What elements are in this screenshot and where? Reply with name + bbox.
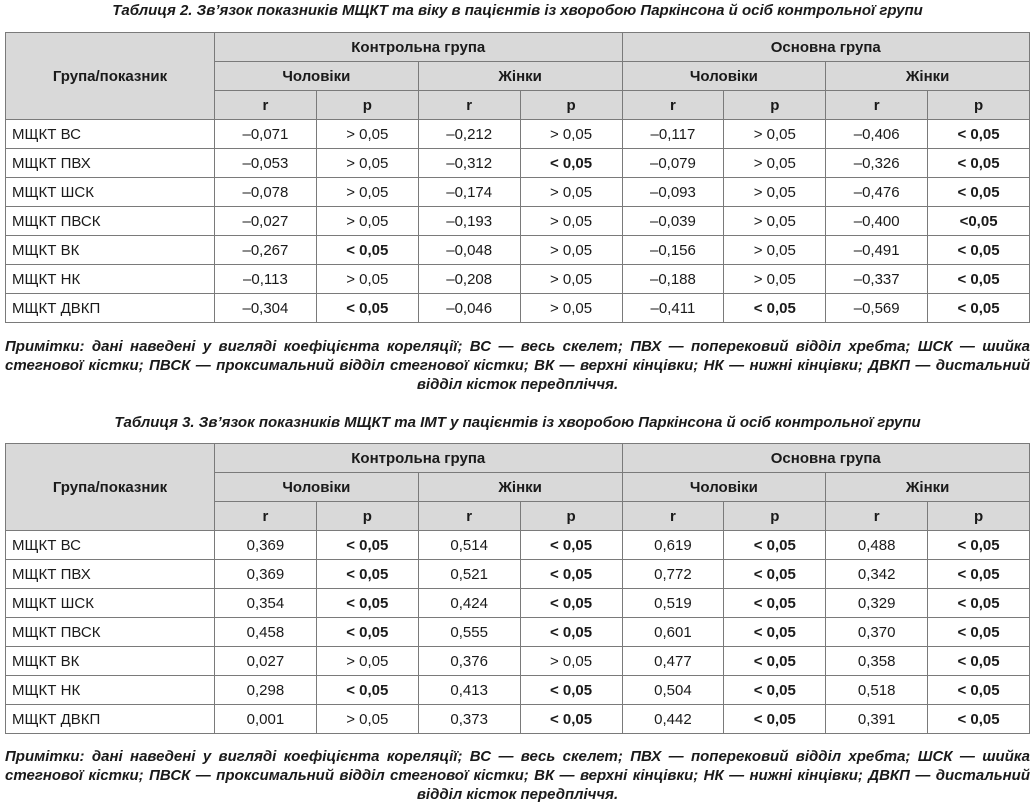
p-value-cell: < 0,05 [928, 560, 1030, 589]
r-value-cell: 0,619 [622, 531, 724, 560]
r-value-cell: –0,312 [418, 149, 520, 178]
p-value-cell: < 0,05 [928, 149, 1030, 178]
p-value-cell: > 0,05 [520, 178, 622, 207]
table3 [5, 443, 1030, 734]
table2-note: Примітки: дані наведені у вигляді коефіцієнта кореляції; ВС — весь скелет; ПВХ — поперековий відділ хребта; ШСК — шийка стегнової кістки; ПВСК — проксимальний відділ стегнової кістки; ВК — верхні кінцівки; НК — нижні кінцівки; ДВКП — дистальний відділ кісток передпліччя. [5, 338, 1030, 393]
row-label: МЩКТ ПВХ [6, 560, 215, 589]
table-row [6, 618, 1030, 647]
r-value-cell: –0,117 [622, 120, 724, 149]
r-value-cell: –0,406 [826, 120, 928, 149]
p-value-cell: < 0,05 [928, 589, 1030, 618]
p-value-cell: < 0,05 [316, 560, 418, 589]
r-value-cell: 0,369 [215, 560, 317, 589]
r-value-cell: –0,400 [826, 207, 928, 236]
table2-col-r: r [826, 91, 928, 120]
table3-control-women: Жінки [418, 473, 622, 502]
table2-col-r: r [622, 91, 724, 120]
p-value-cell: < 0,05 [724, 589, 826, 618]
r-value-cell: 0,504 [622, 676, 724, 705]
p-value-cell: < 0,05 [520, 676, 622, 705]
r-value-cell: –0,071 [215, 120, 317, 149]
r-value-cell: –0,113 [215, 265, 317, 294]
p-value-cell: > 0,05 [316, 265, 418, 294]
r-value-cell: –0,476 [826, 178, 928, 207]
row-label: МЩКТ ПВСК [6, 207, 215, 236]
table3-caption: Таблиця 3. Зв’язок показників МЩКТ та ІМТ у пацієнтів із хворобою Паркінсона й осіб контрольної групи [114, 414, 921, 431]
p-value-cell: < 0,05 [520, 618, 622, 647]
p-value-cell: < 0,05 [724, 676, 826, 705]
p-value-cell: < 0,05 [520, 560, 622, 589]
table-row [6, 294, 1030, 323]
p-value-cell: > 0,05 [724, 236, 826, 265]
p-value-cell: < 0,05 [724, 705, 826, 734]
p-value-cell: < 0,05 [928, 120, 1030, 149]
r-value-cell: –0,188 [622, 265, 724, 294]
p-value-cell: < 0,05 [520, 705, 622, 734]
table2-caption: Таблиця 2. Зв’язок показників МЩКТ та віку в пацієнтів із хворобою Паркінсона й осіб контрольної групи [112, 2, 923, 19]
p-value-cell: > 0,05 [316, 705, 418, 734]
table2-col-p: p [928, 91, 1030, 120]
r-value-cell: –0,304 [215, 294, 317, 323]
p-value-cell: > 0,05 [724, 120, 826, 149]
r-value-cell: 0,373 [418, 705, 520, 734]
r-value-cell: –0,039 [622, 207, 724, 236]
table2-main-men: Чоловіки [622, 62, 826, 91]
p-value-cell: > 0,05 [520, 120, 622, 149]
r-value-cell: 0,027 [215, 647, 317, 676]
p-value-cell: > 0,05 [724, 265, 826, 294]
r-value-cell: 0,442 [622, 705, 724, 734]
r-value-cell: –0,078 [215, 178, 317, 207]
p-value-cell: > 0,05 [724, 207, 826, 236]
p-value-cell: > 0,05 [520, 207, 622, 236]
p-value-cell: < 0,05 [928, 265, 1030, 294]
r-value-cell: 0,413 [418, 676, 520, 705]
p-value-cell: > 0,05 [724, 178, 826, 207]
row-label: МЩКТ ВС [6, 120, 215, 149]
table3-note: Примітки: дані наведені у вигляді коефіцієнта кореляції; ВС — весь скелет; ПВХ — поперековий відділ хребта; ШСК — шийка стегнової кістки; ПВСК — проксимальний відділ стегнової кістки; ВК — верхні кінцівки; НК — нижні кінцівки; ДВКП — дистальний відділ кісток передпліччя. [5, 748, 1030, 803]
r-value-cell: 0,519 [622, 589, 724, 618]
p-value-cell: < 0,05 [520, 531, 622, 560]
table-row [6, 705, 1030, 734]
p-value-cell: < 0,05 [724, 647, 826, 676]
row-label: МЩКТ ШСК [6, 178, 215, 207]
r-value-cell: –0,326 [826, 149, 928, 178]
p-value-cell: > 0,05 [724, 149, 826, 178]
r-value-cell: 0,601 [622, 618, 724, 647]
p-value-cell: < 0,05 [928, 236, 1030, 265]
table-row [6, 647, 1030, 676]
p-value-cell: < 0,05 [520, 149, 622, 178]
row-label: МЩКТ ШСК [6, 589, 215, 618]
p-value-cell: < 0,05 [316, 294, 418, 323]
table3-body [6, 531, 1030, 734]
table2-col-r: r [215, 91, 317, 120]
r-value-cell: 0,477 [622, 647, 724, 676]
r-value-cell: 0,358 [826, 647, 928, 676]
r-value-cell: 0,518 [826, 676, 928, 705]
r-value-cell: –0,093 [622, 178, 724, 207]
row-label: МЩКТ ДВКП [6, 705, 215, 734]
p-value-cell: < 0,05 [316, 676, 418, 705]
p-value-cell: > 0,05 [316, 178, 418, 207]
r-value-cell: –0,079 [622, 149, 724, 178]
table3-control-men: Чоловіки [215, 473, 419, 502]
p-value-cell: < 0,05 [928, 676, 1030, 705]
table2-col-p: p [724, 91, 826, 120]
table2-control-men: Чоловіки [215, 62, 419, 91]
p-value-cell: < 0,05 [316, 618, 418, 647]
p-value-cell: < 0,05 [724, 294, 826, 323]
table-row [6, 265, 1030, 294]
r-value-cell: –0,046 [418, 294, 520, 323]
table-row [6, 120, 1030, 149]
table2-col-p: p [520, 91, 622, 120]
table2-body [6, 120, 1030, 323]
p-value-cell: > 0,05 [520, 294, 622, 323]
table3-main-women: Жінки [826, 473, 1030, 502]
r-value-cell: –0,569 [826, 294, 928, 323]
table2 [5, 32, 1030, 323]
table3-col-p: p [520, 502, 622, 531]
p-value-cell: < 0,05 [316, 236, 418, 265]
r-value-cell: –0,337 [826, 265, 928, 294]
p-value-cell: > 0,05 [520, 265, 622, 294]
p-value-cell: < 0,05 [928, 294, 1030, 323]
table3-col-r: r [622, 502, 724, 531]
p-value-cell: > 0,05 [520, 647, 622, 676]
p-value-cell: > 0,05 [316, 647, 418, 676]
p-value-cell: < 0,05 [928, 647, 1030, 676]
table3-col-r: r [826, 502, 928, 531]
table2-control-women: Жінки [418, 62, 622, 91]
row-label: МЩКТ ВК [6, 647, 215, 676]
table-row [6, 531, 1030, 560]
r-value-cell: –0,027 [215, 207, 317, 236]
table3-col-r: r [215, 502, 317, 531]
table2-group-control: Контрольна група [215, 33, 623, 62]
table3-col-p: p [928, 502, 1030, 531]
r-value-cell: –0,193 [418, 207, 520, 236]
table-row [6, 589, 1030, 618]
row-label: МЩКТ ПВХ [6, 149, 215, 178]
r-value-cell: –0,053 [215, 149, 317, 178]
r-value-cell: 0,391 [826, 705, 928, 734]
p-value-cell: < 0,05 [316, 531, 418, 560]
p-value-cell: > 0,05 [316, 207, 418, 236]
table3-row-header: Група/показник [6, 444, 215, 531]
table3-group-control: Контрольна група [215, 444, 623, 473]
p-value-cell: > 0,05 [520, 236, 622, 265]
r-value-cell: –0,212 [418, 120, 520, 149]
r-value-cell: 0,424 [418, 589, 520, 618]
table-row [6, 149, 1030, 178]
r-value-cell: –0,156 [622, 236, 724, 265]
table2-main-women: Жінки [826, 62, 1030, 91]
r-value-cell: –0,208 [418, 265, 520, 294]
p-value-cell: > 0,05 [316, 149, 418, 178]
r-value-cell: 0,001 [215, 705, 317, 734]
row-label: МЩКТ НК [6, 676, 215, 705]
p-value-cell: < 0,05 [724, 618, 826, 647]
r-value-cell: 0,370 [826, 618, 928, 647]
table2-group-main: Основна група [622, 33, 1030, 62]
p-value-cell: > 0,05 [316, 120, 418, 149]
r-value-cell: 0,298 [215, 676, 317, 705]
r-value-cell: 0,458 [215, 618, 317, 647]
p-value-cell: < 0,05 [928, 705, 1030, 734]
table2-row-header: Група/показник [6, 33, 215, 120]
row-label: МЩКТ ПВСК [6, 618, 215, 647]
table-row [6, 178, 1030, 207]
r-value-cell: 0,329 [826, 589, 928, 618]
r-value-cell: 0,514 [418, 531, 520, 560]
table3-col-p: p [316, 502, 418, 531]
row-label: МЩКТ НК [6, 265, 215, 294]
table3-main-men: Чоловіки [622, 473, 826, 502]
table3-col-p: p [724, 502, 826, 531]
p-value-cell: < 0,05 [520, 589, 622, 618]
table3-col-r: r [418, 502, 520, 531]
r-value-cell: 0,772 [622, 560, 724, 589]
table-row [6, 560, 1030, 589]
r-value-cell: 0,488 [826, 531, 928, 560]
table-row [6, 236, 1030, 265]
r-value-cell: –0,411 [622, 294, 724, 323]
r-value-cell: 0,555 [418, 618, 520, 647]
row-label: МЩКТ ВК [6, 236, 215, 265]
r-value-cell: 0,354 [215, 589, 317, 618]
row-label: МЩКТ ВС [6, 531, 215, 560]
r-value-cell: –0,267 [215, 236, 317, 265]
table2-col-r: r [418, 91, 520, 120]
r-value-cell: –0,491 [826, 236, 928, 265]
p-value-cell: < 0,05 [928, 618, 1030, 647]
r-value-cell: –0,174 [418, 178, 520, 207]
p-value-cell: < 0,05 [928, 178, 1030, 207]
table-row [6, 676, 1030, 705]
r-value-cell: 0,376 [418, 647, 520, 676]
table2-col-p: p [316, 91, 418, 120]
p-value-cell: < 0,05 [316, 589, 418, 618]
p-value-cell: < 0,05 [724, 560, 826, 589]
row-label: МЩКТ ДВКП [6, 294, 215, 323]
r-value-cell: 0,521 [418, 560, 520, 589]
r-value-cell: 0,369 [215, 531, 317, 560]
table-row [6, 207, 1030, 236]
r-value-cell: –0,048 [418, 236, 520, 265]
table3-group-main: Основна група [622, 444, 1030, 473]
p-value-cell: < 0,05 [928, 531, 1030, 560]
p-value-cell: < 0,05 [724, 531, 826, 560]
r-value-cell: 0,342 [826, 560, 928, 589]
p-value-cell: <0,05 [928, 207, 1030, 236]
